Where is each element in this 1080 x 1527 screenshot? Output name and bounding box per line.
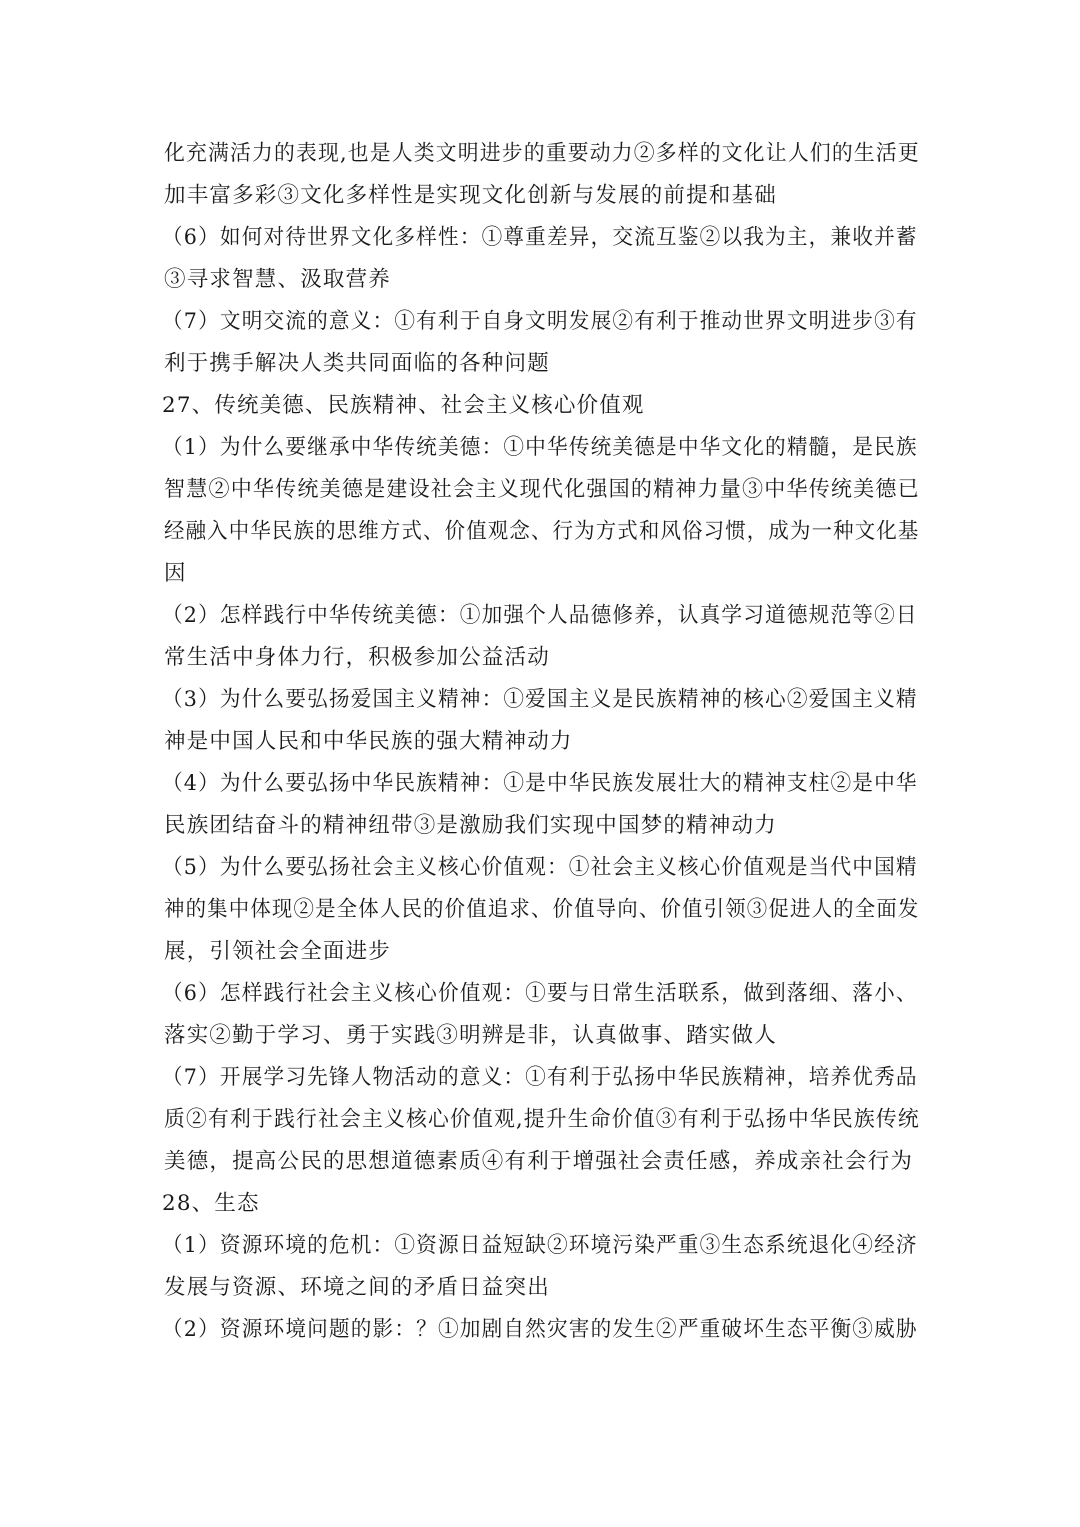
- text-line: 因: [164, 561, 187, 586]
- list-item-line: （4）为什么要弘扬中华民族精神：①是中华民族发展壮大的精神支柱②是中华: [162, 771, 918, 796]
- document-page: [164, 133, 920, 1351]
- section-heading: 28、生态: [162, 1191, 260, 1216]
- list-item-line: （6）怎样践行社会主义核心价值观：①要与日常生活联系，做到落细、落小、: [162, 981, 918, 1006]
- list-item-line: （1）资源环境的危机：①资源日益短缺②环境污染严重③生态系统退化④经济: [162, 1233, 918, 1258]
- list-item-line: （7）开展学习先锋人物活动的意义：①有利于弘扬中华民族精神，培养优秀品: [162, 1065, 918, 1090]
- text-line: 经融入中华民族的思维方式、价值观念、行为方式和风俗习惯，成为一种文化基: [164, 519, 920, 544]
- text-line: 化充满活力的表现,也是人类文明进步的重要动力②多样的文化让人们的生活更: [164, 141, 920, 166]
- text-line: 常生活中身体力行，积极参加公益活动: [164, 645, 550, 670]
- text-line: 神的集中体现②是全体人民的价值追求、价值导向、价值引领③促进人的全面发: [164, 897, 920, 922]
- list-item-line: （1）为什么要继承中华传统美德：①中华传统美德是中华文化的精髓，是民族: [162, 435, 918, 460]
- list-item-line: （2）怎样践行中华传统美德：①加强个人品德修养，认真学习道德规范等②日: [162, 603, 918, 628]
- section-heading: 27、传统美德、民族精神、社会主义核心价值观: [162, 393, 645, 418]
- list-item-line: （3）为什么要弘扬爱国主义精神：①爱国主义是民族精神的核心②爱国主义精: [162, 687, 918, 712]
- list-item-line: （2）资源环境问题的影：？①加剧自然灾害的发生②严重破坏生态平衡③威胁: [162, 1317, 918, 1342]
- text-line: 展，引领社会全面进步: [164, 939, 392, 964]
- text-line: ③寻求智慧、汲取营养: [164, 267, 392, 292]
- text-line: 利于携手解决人类共同面临的各种问题: [164, 351, 550, 376]
- list-item-line: （6）如何对待世界文化多样性：①尊重差异，交流互鉴②以我为主，兼收并蓄: [162, 225, 918, 250]
- list-item-line: （7）文明交流的意义：①有利于自身文明发展②有利于推动世界文明进步③有: [162, 309, 918, 334]
- text-line: 民族团结奋斗的精神纽带③是激励我们实现中国梦的精神动力: [164, 813, 777, 838]
- text-line: 发展与资源、环境之间的矛盾日益突出: [164, 1275, 550, 1300]
- text-line: 智慧②中华传统美德是建设社会主义现代化强国的精神力量③中华传统美德已: [164, 477, 920, 502]
- text-line: 加丰富多彩③文化多样性是实现文化创新与发展的前提和基础: [164, 183, 777, 208]
- text-line: 神是中国人民和中华民族的强大精神动力: [164, 729, 573, 754]
- text-line: 质②有利于践行社会主义核心价值观,提升生命价值③有利于弘扬中华民族传统: [164, 1107, 920, 1132]
- text-line: 落实②勤于学习、勇于实践③明辨是非，认真做事、踏实做人: [164, 1023, 777, 1048]
- list-item-line: （5）为什么要弘扬社会主义核心价值观：①社会主义核心价值观是当代中国精: [162, 855, 918, 880]
- text-line: 美德，提高公民的思想道德素质④有利于增强社会责任感，养成亲社会行为: [164, 1149, 914, 1174]
